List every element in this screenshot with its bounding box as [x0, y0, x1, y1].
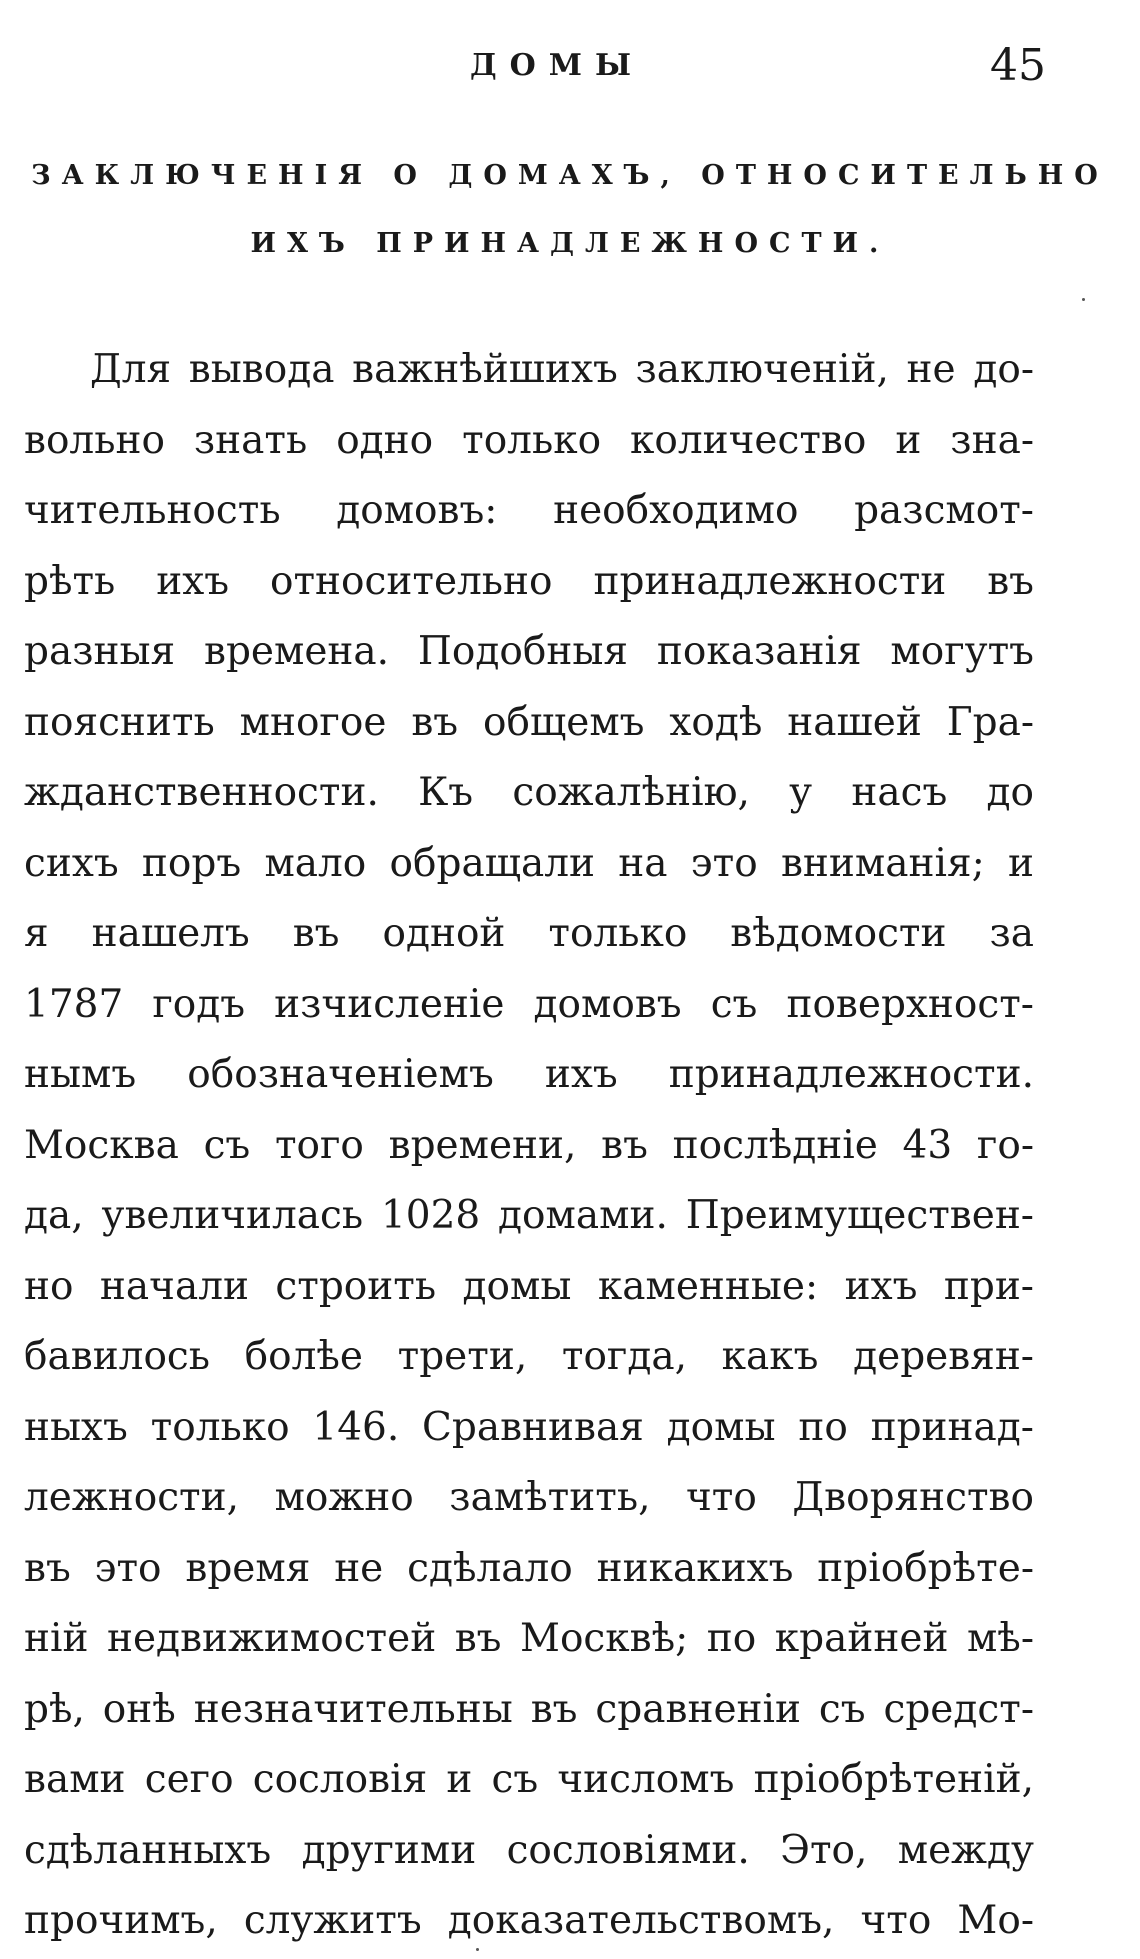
running-title: ДОМЫ — [470, 48, 645, 83]
body-line: лежности, можно замѣтить, что Дворянство — [24, 1475, 1034, 1520]
body-line: ній недвижимостей въ Москвѣ; по крайней мѣ- — [24, 1616, 1034, 1661]
body-text — [24, 335, 1034, 1957]
body-line: сихъ поръ мало обращали на это вниманія; и — [24, 840, 1034, 886]
body-line: Для вывода важнѣйшихъ заключеній, не до- — [90, 347, 1034, 392]
body-line: жданственности. Къ сожалѣнію, у насъ до — [24, 770, 1034, 815]
paper-speck — [476, 1948, 479, 1951]
body-line: бавилось болѣе трети, тогда, какъ деревян- — [24, 1334, 1034, 1379]
body-line: чительность домовъ: необходимо разсмот- — [24, 488, 1034, 533]
paper-speck — [1082, 298, 1085, 301]
body-line: прочимъ, служитъ доказательствомъ, что Мо- — [24, 1898, 1034, 1943]
body-line: вольно знать одно только количество и зна- — [24, 417, 1034, 463]
page-number: 45 — [990, 40, 1046, 91]
body-line: вами сего сословія и съ числомъ пріобрѣтеній, — [24, 1757, 1034, 1802]
body-line: рѣ, онѣ незначительны въ сравненіи съ средст- — [24, 1686, 1034, 1732]
body-line: но начали строить домы каменные: ихъ при- — [24, 1263, 1034, 1309]
section-heading-line-1: ЗАКЛЮЧЕНІЯ О ДОМАХЪ, ОТНОСИТЕЛЬНО — [31, 160, 1109, 191]
body-line: нымъ обозначеніемъ ихъ принадлежности. — [24, 1052, 1034, 1097]
body-line: въ это время не сдѣлало никакихъ пріобрѣте- — [24, 1545, 1034, 1591]
section-heading-line-2: ИХЪ ПРИНАДЛЕЖНОСТИ. — [250, 228, 890, 259]
body-line: да, увеличилась 1028 домами. Преимуществен- — [24, 1193, 1034, 1238]
body-line: разныя времена. Подобныя показанія могутъ — [24, 629, 1034, 674]
body-line: рѣть ихъ относительно принадлежности въ — [24, 558, 1034, 604]
running-head — [0, 40, 1140, 90]
body-line: пояснить многое въ общемъ ходѣ нашей Гра- — [24, 699, 1034, 745]
body-line: я нашелъ въ одной только вѣдомости за — [24, 911, 1034, 956]
body-line: 1787 годъ изчисленіе домовъ съ поверхност- — [24, 981, 1034, 1027]
body-line: сдѣланныхъ другими сословіями. Это, между — [24, 1827, 1034, 1873]
body-line: ныхъ только 146. Сравнивая домы по принад- — [24, 1404, 1034, 1450]
body-line: Москва съ того времени, въ послѣдніе 43 го- — [24, 1122, 1034, 1168]
